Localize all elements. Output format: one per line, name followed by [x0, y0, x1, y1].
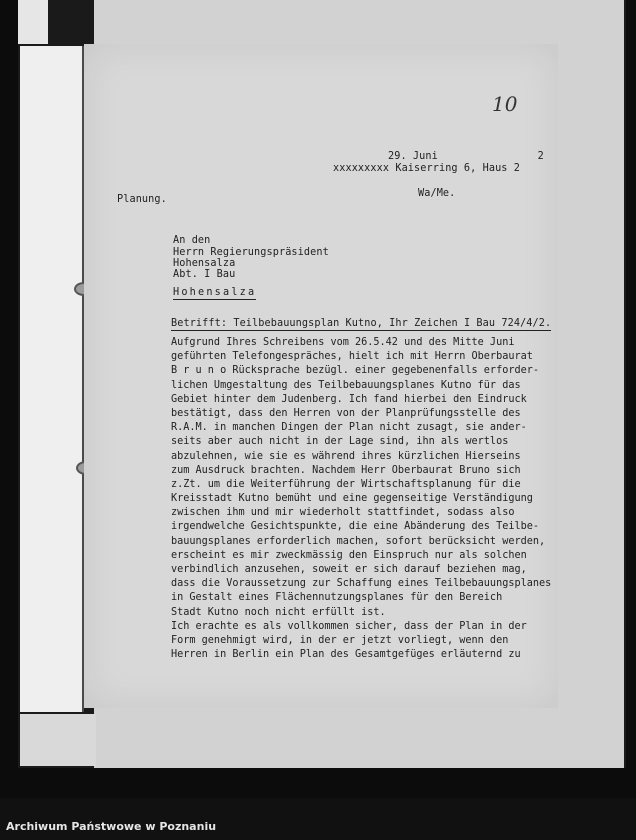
folder-binding-page — [20, 46, 84, 712]
body-line: abzulehnen, wie sie es während ihres kürzlichen Hierseins — [171, 450, 521, 462]
folder-top-strip — [18, 0, 48, 44]
body-line: dass die Voraussetzung zur Schaffung eines Teilbebauungsplanes — [171, 578, 552, 590]
letter-body — [171, 336, 551, 662]
body-line: zum Ausdruck brachten. Nachdem Herr Oberbaurat Bruno sich — [171, 464, 521, 476]
body-line: Ich erachte es als vollkommen sicher, dass der Plan in der — [171, 620, 527, 632]
body-line: Stadt Kutno noch nicht erfüllt ist. — [171, 606, 386, 618]
sender-address-suffix: 2 — [513, 163, 521, 174]
sender-address-text: xxxxxxxxx Kaiserring 6, Haus — [333, 163, 508, 174]
body-line: bestätigt, dass den Herren von der Planprüfungsstelle des — [171, 407, 521, 419]
letter-date — [388, 151, 544, 162]
body-line: Herren in Berlin ein Plan des Gesamtgefüges erläuternd zu — [171, 649, 521, 661]
sender-address — [333, 163, 520, 174]
body-line: lichen Umgestaltung des Teilbebauungsplanes Kutno für das — [171, 379, 521, 391]
addressee-line: Abt. I Bau — [173, 269, 236, 280]
body-line: bauungsplanes erforderlich machen, sofort berücksicht werden, — [171, 535, 546, 547]
body-line: seits aber auch nicht in der Lage sind, ihn als wertlos — [171, 436, 509, 448]
body-line: Gebiet hinter dem Judenberg. Ich fand hierbei den Eindruck — [171, 393, 527, 405]
addressee-line: Herrn Regierungspräsident — [173, 247, 329, 258]
body-line: Kreisstadt Kutno bemüht und eine gegenseitige Verständigung — [171, 493, 533, 505]
subject-line: Betrifft: Teilbebauungsplan Kutno, Ihr Zeichen I Bau 724/4/2. — [171, 318, 552, 329]
body-line: B r u n o Rücksprache bezügl. einer gegebenenfalls erforder- — [171, 365, 540, 377]
body-line: zwischen ihm und mir wiederholt stattfindet, sodass also — [171, 507, 515, 519]
body-line: z.Zt. um die Weiterführung der Wirtschaftsplanung für die — [171, 478, 521, 490]
reference-initials: Wa/Me. — [418, 188, 456, 199]
body-line: irgendwelche Gesichtspunkte, die eine Abänderung des Teilbe- — [171, 521, 540, 533]
addressee-line: An den — [173, 235, 211, 246]
body-line: verbindlich anzusehen, soweit er sich darauf beziehen mag, — [171, 564, 527, 575]
destination-city: Hohensalza — [173, 287, 257, 298]
body-line: in Gestalt eines Flächennutzungsplanes für den Bereich — [171, 592, 503, 604]
letter-date-text: 29. Juni — [388, 151, 438, 162]
body-line: Form genehmigt wird, in der er jetzt vorliegt, wenn den — [171, 634, 509, 646]
body-line: R.A.M. in manchen Dingen der Plan nicht zusagt, sie ander- — [171, 422, 527, 434]
body-line: geführten Telefongespräches, hielt ich mit Herrn Oberbaurat — [171, 351, 533, 363]
handwritten-page-number: 10 — [492, 92, 518, 116]
addressee-line: Hohensalza — [173, 258, 236, 269]
folder-binding-bottom — [20, 714, 96, 766]
body-line: Aufgrund Ihres Schreibens vom 26.5.42 und des Mitte Juni — [171, 337, 515, 348]
archive-footer-bar — [0, 798, 636, 840]
archive-label: Archiwum Państwowe w Poznaniu — [6, 820, 217, 833]
body-line: erscheint es mir zweckmässig den Einspruch nur als solchen — [171, 549, 527, 561]
department-label: Planung. — [117, 194, 167, 205]
letter-date-suffix: 2 — [537, 151, 544, 162]
